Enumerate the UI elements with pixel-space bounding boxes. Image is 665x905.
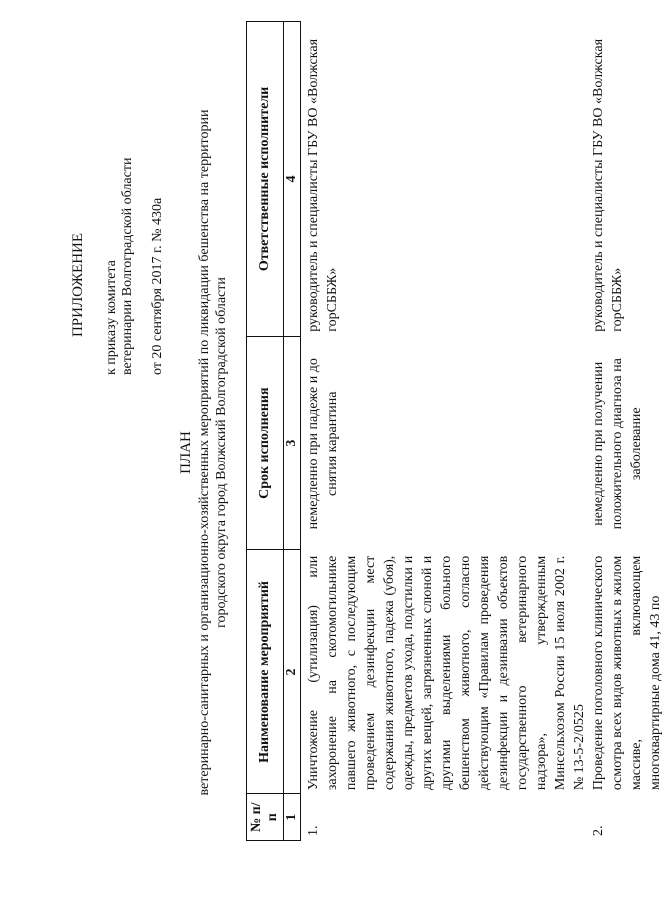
header-col-name: Наименование мероприятий (247, 550, 284, 794)
table-row (304, 21, 589, 841)
plan-table-header (246, 21, 301, 841)
order-reference (104, 75, 136, 375)
row-term: немедленно при получении положительного диагноза на заболевание (591, 358, 644, 530)
row-executors: руководитель и специалисты ГБУ ВО «Волжская горСББЖ» (306, 38, 340, 332)
appendix-title: ПРИЛОЖЕНИЕ (70, 232, 86, 338)
row-number: 1. (306, 825, 321, 836)
order-date: от 20 сентября 2017 г. № 430а (150, 197, 165, 375)
header-col-executors: Ответственные исполнители (247, 22, 284, 337)
order-reference-line2: ветеринарии Волгоградской области (120, 157, 135, 375)
plan-title: ПЛАН (178, 431, 194, 474)
header-col-term: Срок исполнения (247, 336, 284, 550)
column-number-2: 2 (284, 550, 301, 794)
row-activity: Уничтожение (утилизация) или захоронение на скотомогильнике павшего животного, с последующим проведением дезинфекции мест содержания животного, падежа (убоя), одежды, предметов ухода, подстилки и других вещей, загрязненных слюной и другими выделениями больного бешенством животного, согласно действующим «Правилам проведения дезинфекции и дезинвазии объектов государственного ветеринарного надзора», утвержденным Минсельхозом России 15 июля 2002 г. № 13-5-2/0525 (306, 555, 587, 791)
row-executors: руководитель и специалисты ГБУ ВО «Волжская горСББЖ» (591, 38, 625, 332)
column-number-4: 4 (284, 22, 301, 337)
column-number-row (284, 22, 301, 841)
header-row (247, 22, 284, 841)
column-number-3: 3 (284, 336, 301, 550)
column-number-1: 1 (284, 794, 301, 841)
plan-subtitle: ветеринарно-санитарных и организационно-хозяйственных мероприятий по ликвидации бешенства на территории городского округа город Волжский Волгоградской области (197, 109, 229, 796)
plan-table-body (304, 21, 665, 841)
table-row (589, 21, 665, 841)
row-number: 2. (591, 825, 606, 836)
row-term: немедленно при падеже и до снятия карантина (306, 358, 340, 530)
header-col-number: № п/п (247, 794, 284, 841)
row-activity: Проведение поголовного клинического осмотра всех видов животных в жилом массиве, включающем многоквартирные дома 41, 43 по (591, 555, 663, 791)
order-reference-line1: к приказу комитета (104, 260, 119, 375)
